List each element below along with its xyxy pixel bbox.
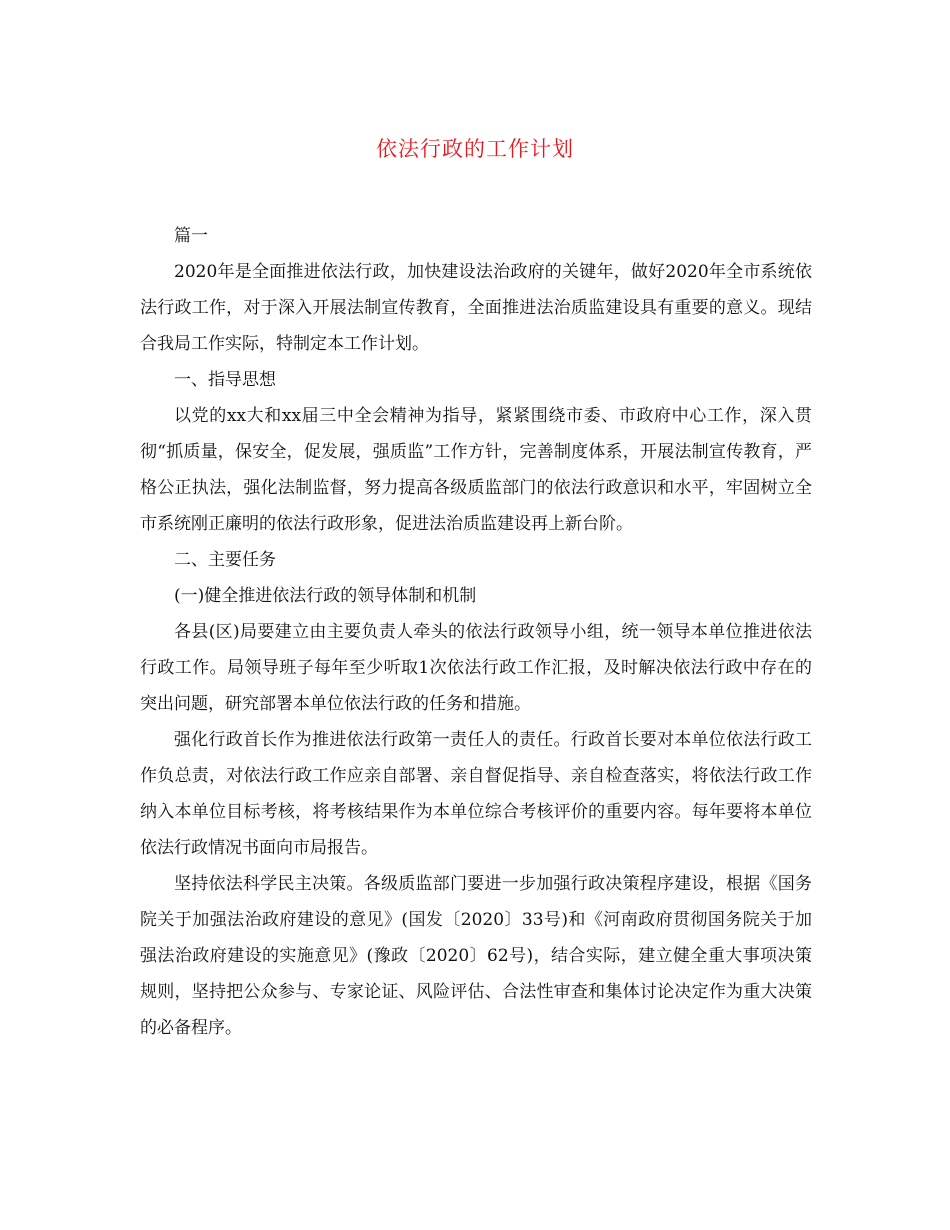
chief-responsibility-paragraph: 强化行政首长作为推进依法行政第一责任人的责任。行政首长要对本单位依法行政工作负总责，对依法行政工作应亲自部署、亲自督促指导、亲自检查落实，将依法行政工作纳入本单位目标考核，将考核结果作为本单位综合考核评价的重要内容。每年要将本单位依法行政情况书面向市局报告。 (140, 730, 812, 858)
document-title: 依法行政的工作计划 (376, 137, 574, 161)
subheading-leadership-mechanism: (一)健全推进依法行政的领导体制和机制 (174, 586, 477, 606)
intro-paragraph: 2020年是全面推进依法行政，加快建设法治政府的关键年，做好2020年全市系统依法行政工作，对于深入开展法制宣传教育，全面推进法治质监建设具有重要的意义。现结合我局工作实际，特制定本工作计划。 (140, 262, 812, 354)
guiding-ideology-paragraph: 以党的xx大和xx届三中全会精神为指导，紧紧围绕市委、市政府中心工作，深入贯彻“抓质量，保安全，促发展，强质监”工作方针，完善制度体系，开展法制宣传教育，严格公正执法，强化法制监督，努力提高各级质监部门的依法行政意识和水平，牢固树立全市系统刚正廉明的依法行政形象，促进法治质监建设再上新台阶。 (140, 406, 812, 534)
scientific-decision-paragraph: 坚持依法科学民主决策。各级质监部门要进一步加强行政决策程序建设，根据《国务院关于加强法治政府建设的意见》(国发〔2020〕33号)和《河南政府贯彻国务院关于加强法治政府建设的实施意见》(豫政〔2020〕62号)，结合实际，建立健全重大事项决策规则，坚持把公众参与、专家论证、风险评估、合法性审查和集体讨论决定作为重大决策的必备程序。 (140, 874, 812, 1038)
leadership-group-paragraph: 各县(区)局要建立由主要负责人牵头的依法行政领导小组，统一领导本单位推进依法行政工作。局领导班子每年至少听取1次依法行政工作汇报，及时解决依法行政中存在的突出问题，研究部署本单位依法行政的任务和措施。 (140, 622, 812, 714)
heading-main-tasks: 二、主要任务 (174, 550, 276, 570)
document-body (140, 218, 812, 1046)
section-label-part-one: 篇一 (174, 226, 208, 246)
heading-guiding-ideology: 一、指导思想 (174, 370, 276, 390)
